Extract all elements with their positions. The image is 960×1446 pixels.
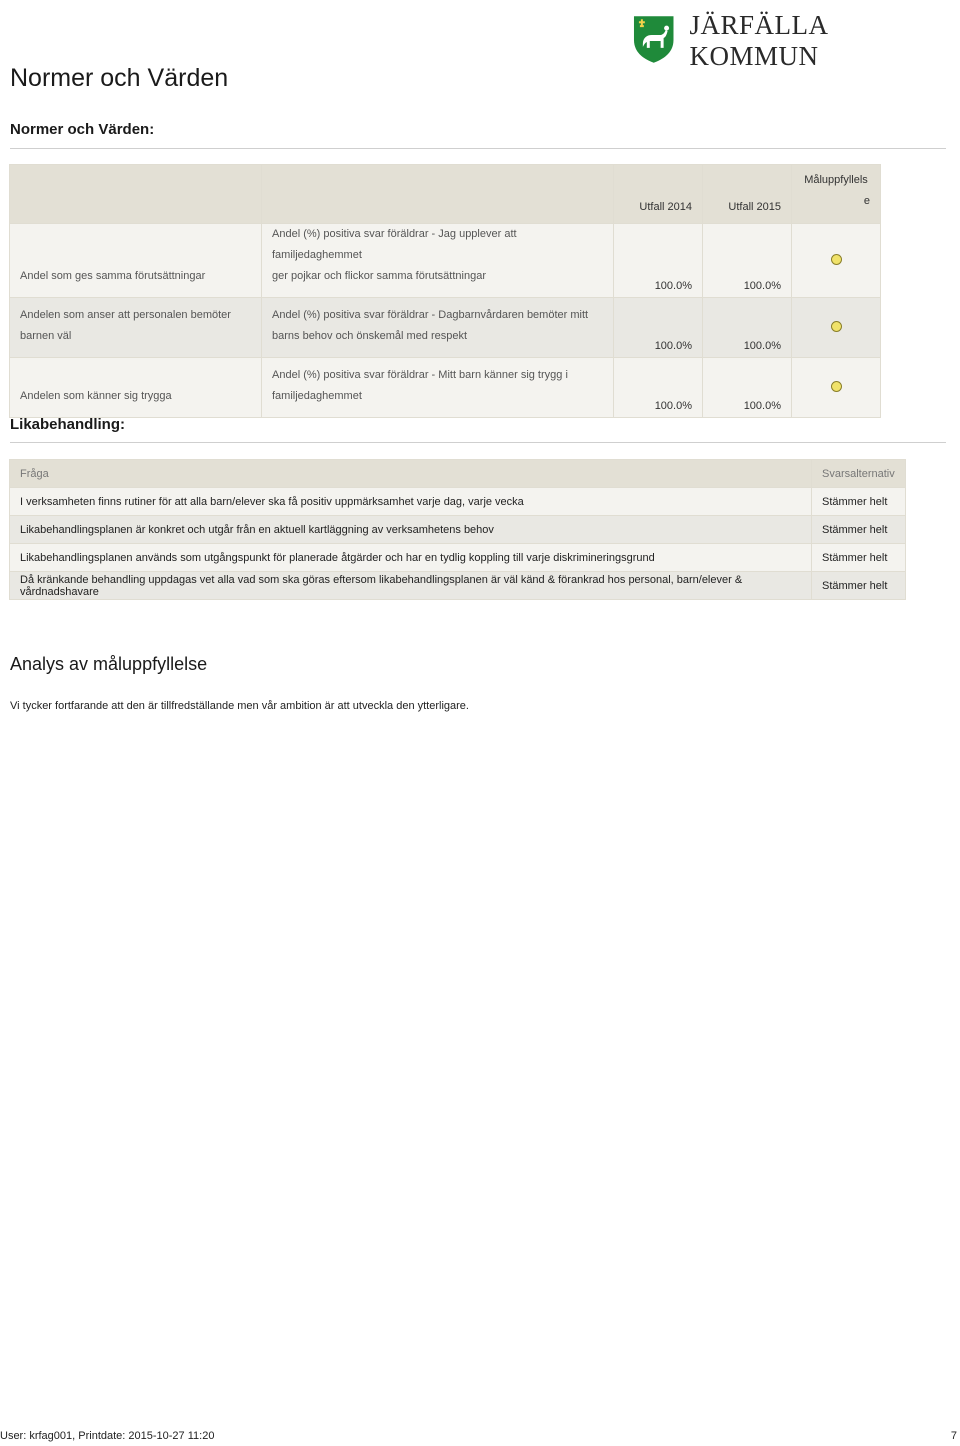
utfall-2015-cell: 100.0% [703,224,792,298]
table-row [10,488,906,516]
goal-line: Andelen som känner sig trygga [20,390,172,402]
indicator-line: Andel (%) positiva svar föräldrar - Dagbarnvårdaren bemöter mitt [272,309,589,321]
answer-cell: Stämmer helt [812,516,906,544]
header-question: Fråga [10,460,812,488]
utfall-2014-cell: 100.0% [614,224,703,298]
question-cell: I verksamheten finns rutiner för att alla barn/elever ska få positiv uppmärksamhet varje dag, varje vecka [10,488,812,516]
status-yellow-dot-icon [831,381,842,392]
table-row [10,224,881,298]
question-cell: Likabehandlingsplanen används som utgångspunkt för planerade åtgärder och har en tydlig koppling till varje diskrimineringsgrund [10,544,812,572]
header-goal [10,165,262,224]
logo-text: JÄRFÄLLA KOMMUN [689,10,827,71]
table-row [10,544,906,572]
question-cell: Då kränkande behandling uppdagas vet alla vad som ska göras eftersom likabehandlingsplanen är väl känd & förankrad hos personal, barn/elever & vårdnadshavare [10,572,812,600]
table-header-row [10,460,906,488]
table-row [10,298,881,358]
header-maluppfyllelse-line1: Måluppfyllels [804,174,868,186]
section-divider [10,148,946,149]
normer-table [9,164,881,418]
footer-page-number: 7 [950,1430,957,1442]
indicator-cell [262,224,614,298]
status-cell [792,358,881,418]
utfall-2014-cell: 100.0% [614,298,703,358]
header-indicator [262,165,614,224]
analysis-title: Analys av måluppfyllelse [10,654,208,674]
table-row [10,358,881,418]
status-yellow-dot-icon [831,321,842,332]
header-utfall-2015: Utfall 2015 [703,165,792,224]
table-row [10,572,906,600]
header-answer: Svarsalternativ [812,460,906,488]
utfall-2015-cell: 100.0% [703,298,792,358]
utfall-2015-cell: 100.0% [703,358,792,418]
answer-cell: Stämmer helt [812,572,906,600]
indicator-line: Andel (%) positiva svar föräldrar - Mitt barn känner sig trygg i [272,369,568,381]
goal-cell [10,298,262,358]
logo [632,6,960,72]
indicator-line: familjedaghemmet [272,390,362,402]
goal-cell [10,358,262,418]
header-maluppfyllelse [792,165,881,224]
answer-cell: Stämmer helt [812,544,906,572]
analysis-text: Vi tycker fortfarande att den är tillfredställande men vår ambition är att utveckla den ytterligare. [10,700,469,712]
question-cell: Likabehandlingsplanen är konkret och utgår från en aktuell kartläggning av verksamhetens behov [10,516,812,544]
section-title-likabehandling: Likabehandling: [10,416,126,433]
indicator-line: barns behov och önskemål med respekt [272,330,468,342]
goal-cell [10,224,262,298]
table-header-row [10,165,881,224]
table-row [10,516,906,544]
status-cell [792,224,881,298]
status-yellow-dot-icon [831,254,842,265]
likabehandling-table [9,459,906,600]
page-title: Normer och Värden [10,64,229,92]
goal-line: Andel som ges samma förutsättningar [20,270,206,282]
indicator-cell [262,298,614,358]
goal-line: barnen väl [20,330,72,342]
answer-cell: Stämmer helt [812,488,906,516]
jarfalla-coat-of-arms-icon [632,14,675,64]
goal-line: Andelen som anser att personalen bemöter [20,309,231,321]
section-divider [10,442,946,443]
footer-user-printdate: User: krfag001, Printdate: 2015-10-27 11:20 [0,1430,215,1442]
indicator-line: Andel (%) positiva svar föräldrar - Jag upplever att familjedaghemmet [272,228,517,261]
indicator-line: ger pojkar och flickor samma förutsättningar [272,270,486,282]
indicator-cell [262,358,614,418]
status-cell [792,298,881,358]
utfall-2014-cell: 100.0% [614,358,703,418]
section-title-normer: Normer och Värden: [10,121,155,138]
header-utfall-2014: Utfall 2014 [614,165,703,224]
header-maluppfyllelse-line2: e [863,195,870,207]
